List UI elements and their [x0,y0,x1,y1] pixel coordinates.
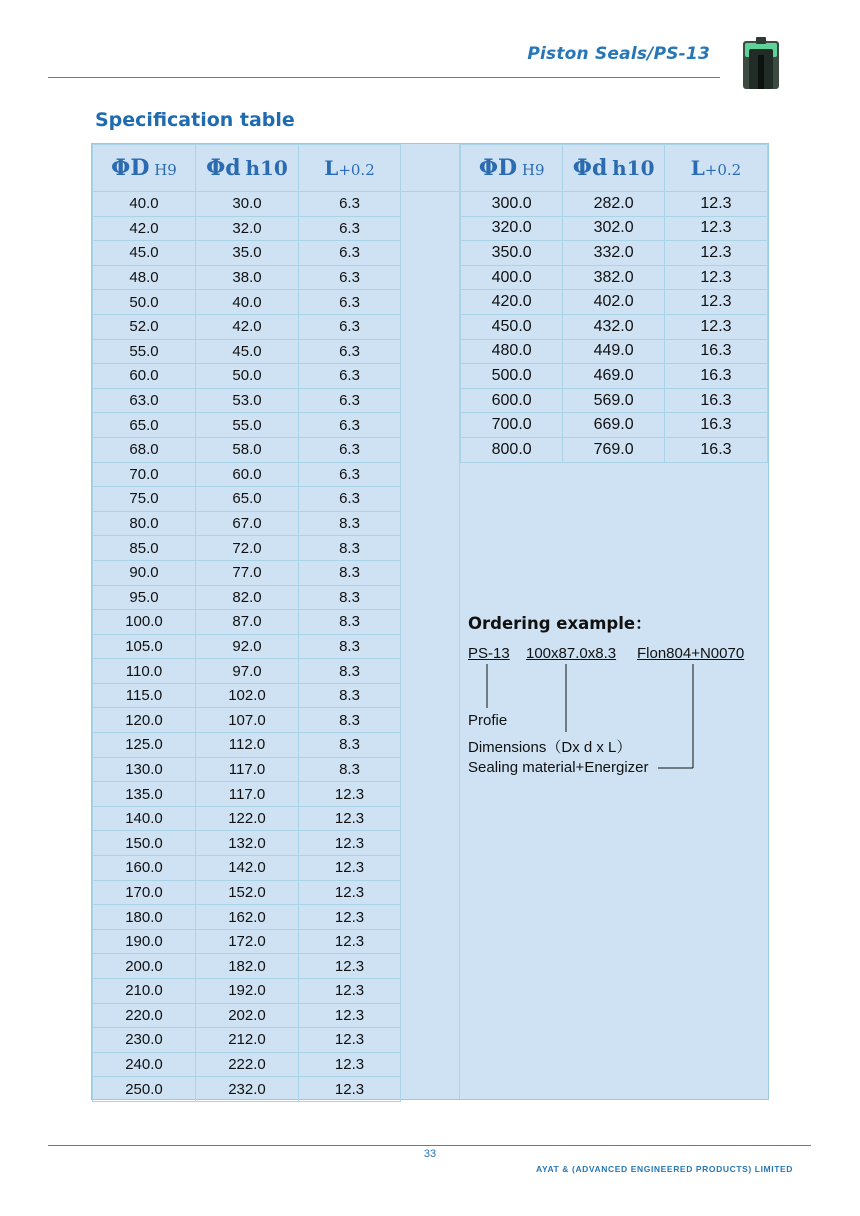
cell-D: 220.0 [93,1003,196,1028]
cell-L: 12.3 [299,979,401,1004]
table-row [93,659,401,684]
table-row [93,536,401,561]
cell-L: 8.3 [299,683,401,708]
cell-D: 52.0 [93,314,196,339]
cell-D: 160.0 [93,856,196,881]
cell-d: 669.0 [563,413,665,438]
cell-D: 130.0 [93,757,196,782]
cell-d: 332.0 [563,241,665,266]
cell-D: 150.0 [93,831,196,856]
cell-L: 6.3 [299,462,401,487]
spec-table-right [460,144,768,463]
table-row [93,1028,401,1053]
column-header-L: L+0.2 [664,145,767,192]
cell-d: 82.0 [196,585,299,610]
cell-L: 16.3 [664,364,767,389]
column-header-D: ΦD H9 [461,145,563,192]
profile-label: Profie [468,712,508,729]
table-spacer-column [400,144,460,1099]
cell-D: 480.0 [461,339,563,364]
cell-D: 170.0 [93,880,196,905]
cell-d: 117.0 [196,782,299,807]
table-row [93,339,401,364]
cell-L: 12.3 [299,1028,401,1053]
table-row [93,487,401,512]
cell-d: 58.0 [196,437,299,462]
cell-d: 432.0 [563,314,665,339]
cell-d: 87.0 [196,610,299,635]
cell-d: 402.0 [563,290,665,315]
column-header-L: L+0.2 [299,145,401,192]
cell-D: 70.0 [93,462,196,487]
cell-L: 8.3 [299,757,401,782]
cell-D: 50.0 [93,290,196,315]
cell-L: 6.3 [299,413,401,438]
cell-D: 190.0 [93,929,196,954]
cell-d: 53.0 [196,388,299,413]
cell-D: 450.0 [461,314,563,339]
cell-L: 8.3 [299,708,401,733]
cell-d: 569.0 [563,388,665,413]
cell-d: 152.0 [196,880,299,905]
cell-L: 6.3 [299,290,401,315]
table-row [93,1003,401,1028]
cell-D: 800.0 [461,437,563,462]
cell-L: 16.3 [664,437,767,462]
cell-D: 68.0 [93,437,196,462]
dimensions-label: Dimensions（Dx d x L） [468,739,632,756]
table-row [461,265,768,290]
cell-D: 420.0 [461,290,563,315]
cell-D: 500.0 [461,364,563,389]
table-row [93,462,401,487]
cell-D: 300.0 [461,192,563,217]
table-row [461,437,768,462]
table-row [461,364,768,389]
cell-D: 105.0 [93,634,196,659]
cell-D: 48.0 [93,265,196,290]
cell-D: 600.0 [461,388,563,413]
table-row [93,757,401,782]
column-header-D: ΦD H9 [93,145,196,192]
material-code: Flon804+N0070 [637,645,745,662]
cell-L: 8.3 [299,634,401,659]
table-row [93,708,401,733]
cell-d: 232.0 [196,1077,299,1102]
cell-L: 6.3 [299,388,401,413]
cell-D: 100.0 [93,610,196,635]
table-row [461,216,768,241]
specification-table [91,143,769,1100]
cell-d: 102.0 [196,683,299,708]
page-header-title: Piston Seals/PS-13 [527,44,710,64]
cell-D: 200.0 [93,954,196,979]
cell-D: 55.0 [93,339,196,364]
cell-D: 320.0 [461,216,563,241]
cell-d: 117.0 [196,757,299,782]
header-divider [48,77,720,78]
cell-d: 769.0 [563,437,665,462]
cell-d: 302.0 [563,216,665,241]
cell-L: 6.3 [299,487,401,512]
cell-L: 8.3 [299,659,401,684]
column-header-d: Φd h10 [196,145,299,192]
table-row [93,388,401,413]
cell-d: 182.0 [196,954,299,979]
table-spacer-header [400,144,460,192]
cell-L: 12.3 [664,216,767,241]
cell-L: 6.3 [299,314,401,339]
cell-d: 142.0 [196,856,299,881]
table-row [93,511,401,536]
table-row [93,610,401,635]
table-row [461,388,768,413]
cell-D: 60.0 [93,364,196,389]
cell-D: 75.0 [93,487,196,512]
table-row [461,192,768,217]
cell-D: 85.0 [93,536,196,561]
table-row [93,954,401,979]
cell-L: 16.3 [664,339,767,364]
cell-L: 16.3 [664,388,767,413]
cell-L: 12.3 [299,856,401,881]
cell-d: 172.0 [196,929,299,954]
cell-d: 65.0 [196,487,299,512]
footer-divider [48,1145,811,1146]
company-name: AYAT & (ADVANCED ENGINEERED PRODUCTS) LIMITED [536,1164,793,1174]
table-row [461,290,768,315]
cell-d: 192.0 [196,979,299,1004]
table-row [461,314,768,339]
cell-L: 12.3 [299,1052,401,1077]
table-row [93,1052,401,1077]
table-row [93,880,401,905]
cell-L: 12.3 [664,192,767,217]
table-row [93,634,401,659]
cell-D: 250.0 [93,1077,196,1102]
table-row [93,241,401,266]
cell-L: 12.3 [299,954,401,979]
cell-D: 210.0 [93,979,196,1004]
table-row [461,241,768,266]
cell-L: 12.3 [664,314,767,339]
cell-d: 30.0 [196,192,299,217]
dimensions-code: 100x87.0x8.3 [526,645,617,662]
cell-D: 350.0 [461,241,563,266]
profile-code: PS-13 [468,645,510,662]
cell-D: 95.0 [93,585,196,610]
table-row [93,314,401,339]
spec-table-left [92,144,401,1102]
table-row [93,560,401,585]
cell-L: 12.3 [664,241,767,266]
cell-L: 6.3 [299,437,401,462]
cell-L: 12.3 [664,265,767,290]
table-row [93,683,401,708]
cell-d: 45.0 [196,339,299,364]
cell-L: 6.3 [299,339,401,364]
table-row [93,929,401,954]
cell-d: 60.0 [196,462,299,487]
cell-d: 222.0 [196,1052,299,1077]
cell-L: 6.3 [299,192,401,217]
cell-d: 282.0 [563,192,665,217]
table-row [93,437,401,462]
table-row [93,1077,401,1102]
cell-L: 8.3 [299,560,401,585]
cell-d: 202.0 [196,1003,299,1028]
table-row [93,806,401,831]
cell-d: 92.0 [196,634,299,659]
cell-L: 8.3 [299,511,401,536]
cell-d: 449.0 [563,339,665,364]
cell-d: 35.0 [196,241,299,266]
cell-D: 240.0 [93,1052,196,1077]
cell-L: 16.3 [664,413,767,438]
cell-D: 140.0 [93,806,196,831]
cell-D: 40.0 [93,192,196,217]
cell-D: 700.0 [461,413,563,438]
cell-d: 50.0 [196,364,299,389]
table-header-row [93,145,401,192]
cell-D: 42.0 [93,216,196,241]
table-row [93,831,401,856]
cell-D: 110.0 [93,659,196,684]
cell-D: 45.0 [93,241,196,266]
cell-d: 97.0 [196,659,299,684]
cell-D: 230.0 [93,1028,196,1053]
material-label: Sealing material+Energizer [468,759,649,776]
cell-D: 125.0 [93,733,196,758]
cell-D: 180.0 [93,905,196,930]
cell-D: 65.0 [93,413,196,438]
cell-L: 12.3 [299,782,401,807]
table-row [93,782,401,807]
cell-D: 115.0 [93,683,196,708]
cell-D: 135.0 [93,782,196,807]
table-row [93,585,401,610]
table-row [93,979,401,1004]
table-row [93,192,401,217]
cell-L: 12.3 [299,1003,401,1028]
cell-d: 55.0 [196,413,299,438]
cell-d: 107.0 [196,708,299,733]
table-row [461,413,768,438]
cell-L: 8.3 [299,610,401,635]
table-row [93,413,401,438]
cell-d: 382.0 [563,265,665,290]
table-row [93,364,401,389]
table-row [461,339,768,364]
cell-L: 6.3 [299,364,401,389]
cell-L: 12.3 [299,880,401,905]
cell-L: 12.3 [299,1077,401,1102]
cell-d: 72.0 [196,536,299,561]
cell-L: 8.3 [299,585,401,610]
page-number: 33 [423,1148,437,1160]
cell-d: 469.0 [563,364,665,389]
cell-d: 42.0 [196,314,299,339]
cell-D: 120.0 [93,708,196,733]
cell-L: 6.3 [299,241,401,266]
table-header-row [461,145,768,192]
cell-d: 112.0 [196,733,299,758]
cell-L: 12.3 [299,905,401,930]
table-row [93,733,401,758]
cell-d: 40.0 [196,290,299,315]
cell-d: 212.0 [196,1028,299,1053]
table-row [93,856,401,881]
table-row [93,905,401,930]
cell-D: 400.0 [461,265,563,290]
cell-d: 122.0 [196,806,299,831]
cell-d: 67.0 [196,511,299,536]
cell-L: 6.3 [299,265,401,290]
cell-d: 38.0 [196,265,299,290]
section-title: Specification table [95,109,295,131]
table-row [93,290,401,315]
cell-D: 90.0 [93,560,196,585]
cell-d: 162.0 [196,905,299,930]
cell-L: 12.3 [299,806,401,831]
table-row [93,265,401,290]
cell-d: 32.0 [196,216,299,241]
cell-D: 80.0 [93,511,196,536]
cell-D: 63.0 [93,388,196,413]
ordering-example-title: Ordering example： [468,614,652,633]
cell-d: 77.0 [196,560,299,585]
table-row [93,216,401,241]
cell-L: 12.3 [299,831,401,856]
cell-L: 12.3 [299,929,401,954]
cell-L: 8.3 [299,733,401,758]
piston-seal-icon [741,35,781,91]
cell-d: 132.0 [196,831,299,856]
cell-L: 12.3 [664,290,767,315]
cell-L: 6.3 [299,216,401,241]
column-header-d: Φd h10 [563,145,665,192]
cell-L: 8.3 [299,536,401,561]
